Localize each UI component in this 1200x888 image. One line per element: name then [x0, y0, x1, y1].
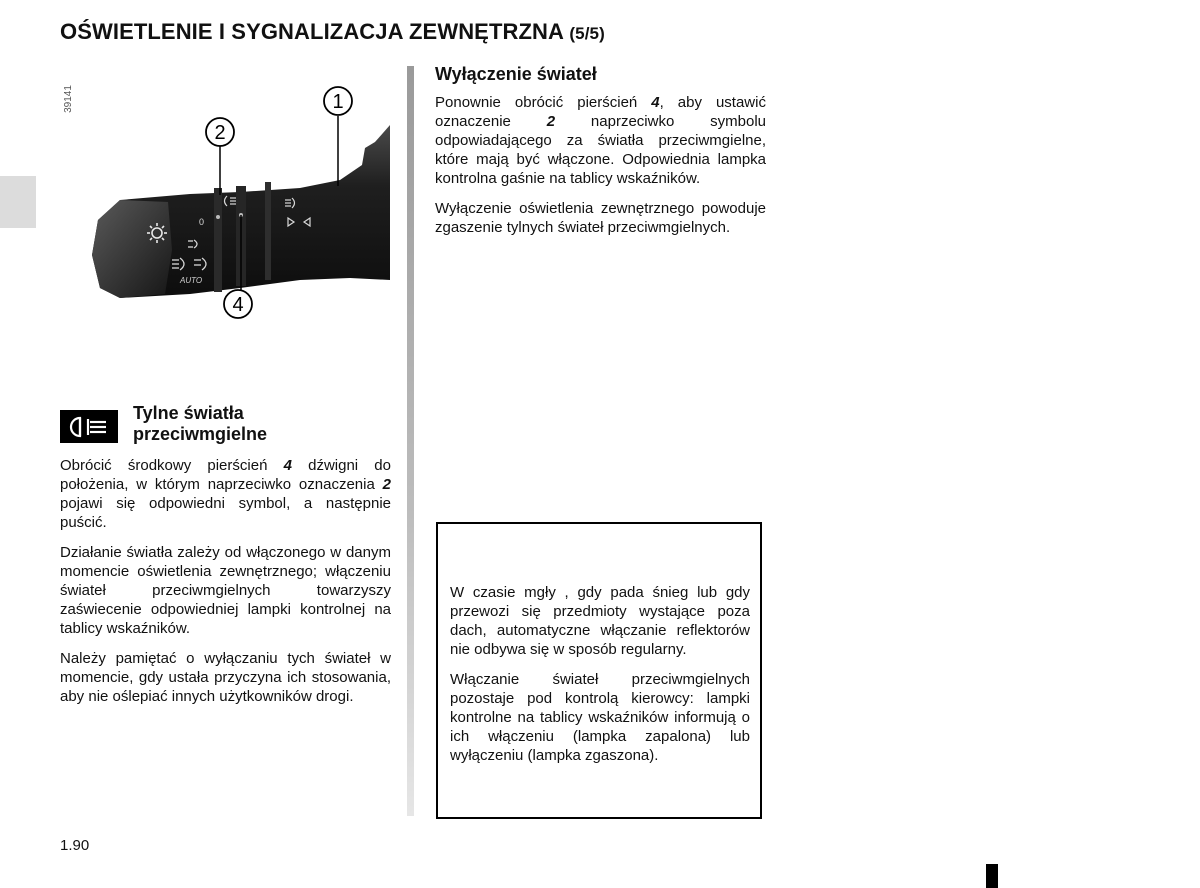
- page-number: 1.90: [60, 837, 90, 854]
- rear-fog-paragraph-1: [60, 456, 391, 532]
- lights-off-heading: Wyłączenie świateł: [435, 64, 597, 84]
- note-paragraph-1: W czasie mgły , gdy pada śnieg lub gdy przewozi się przedmioty wystające poza dach, automatyczne włączanie reflektorów nie odbywa się w sposób regularny.: [450, 584, 750, 658]
- note-paragraph-2: Włączanie świateł przeciwmgielnych pozostaje pod kontrolą kierowcy: lampki kontrolne na tablicy wskaźników informują o ich włączeniu (lampka zapalona) lub wyłączeniu (lampka zgaszona).: [450, 671, 750, 764]
- lights-off-paragraph-1: [435, 93, 766, 188]
- rear-fog-paragraph-3: Należy pamiętać o wyłączaniu tych świateł w momencie, gdy ustała przyczyna ich stosowania, aby nie oślepiać innych użytkowników drogi.: [60, 650, 391, 705]
- lights-off-paragraph-2: Wyłączenie oświetlenia zewnętrznego powoduje zgaszenie tylnych świateł przeciwmgielnych.: [435, 200, 766, 236]
- rear-fog-paragraph-2: Działanie światła zależy od włączonego w danym momencie oświetlenia zewnętrznego; włączeniu świateł przeciwmgielnych towarzyszy zaświecenie odpowiedniej lampki kontrolnej na tablicy wskaźników.: [60, 544, 391, 637]
- ref-ring-4: 4: [283, 457, 292, 474]
- rear-fog-heading-line2: przeciwmgielne: [133, 424, 268, 444]
- figure-code: 39141: [63, 85, 74, 113]
- text-run: dźwigni do położenia, w którym naprzeciwko oznaczenia: [60, 457, 391, 493]
- text-run: pojawi się odpowiedni symbol, a następnie puścić.: [60, 495, 391, 531]
- text-run: , aby ustawić oznaczenie: [435, 94, 766, 130]
- rear-fog-heading: [133, 403, 393, 445]
- callout-4-label: 4: [232, 294, 244, 316]
- ring-1: [265, 182, 271, 280]
- column-divider: [407, 66, 414, 816]
- text-run: naprzeciwko symbolu odpowiadającego za światła przeciwmgielne, które mają być włączone. Odpowiednia lampka kontrolna gaśnie na tablicy wskaźników.: [435, 113, 766, 187]
- callout-2-label: 2: [214, 122, 226, 144]
- callout-2: [206, 118, 234, 146]
- page-title-text: OŚWIETLENIE I SYGNALIZACJA ZEWNĘTRZNA: [60, 19, 564, 44]
- edge-marker: [986, 864, 998, 888]
- page-title: [60, 19, 605, 45]
- ref-mark-2: 2: [546, 113, 556, 130]
- lights-off-body: [435, 93, 766, 248]
- ring-2: [214, 188, 222, 292]
- lever-tip: [92, 200, 172, 298]
- lever-zero-mark: 0: [199, 217, 205, 227]
- light-switch-lever-illustration: [60, 80, 395, 320]
- page-part: (5/5): [569, 24, 605, 43]
- section-tab-marker: [0, 176, 36, 228]
- rear-fog-body: [60, 456, 391, 717]
- callout-1-label: 1: [332, 91, 344, 113]
- ref-mark-2: 2: [382, 476, 391, 493]
- text-run: Obrócić środkowy pierścień: [60, 457, 284, 474]
- callout-4: [224, 290, 252, 318]
- rear-fog-heading-line1: Tylne światła: [133, 403, 244, 423]
- text-run: Ponownie obrócić pierścień: [435, 94, 652, 111]
- note-text: [450, 583, 750, 776]
- ref-ring-4: 4: [651, 94, 660, 111]
- callout-1: [324, 87, 352, 115]
- marker-dot-2: [216, 215, 220, 219]
- rear-fog-light-icon: [60, 410, 118, 443]
- lever-auto-mark: AUTO: [180, 276, 203, 285]
